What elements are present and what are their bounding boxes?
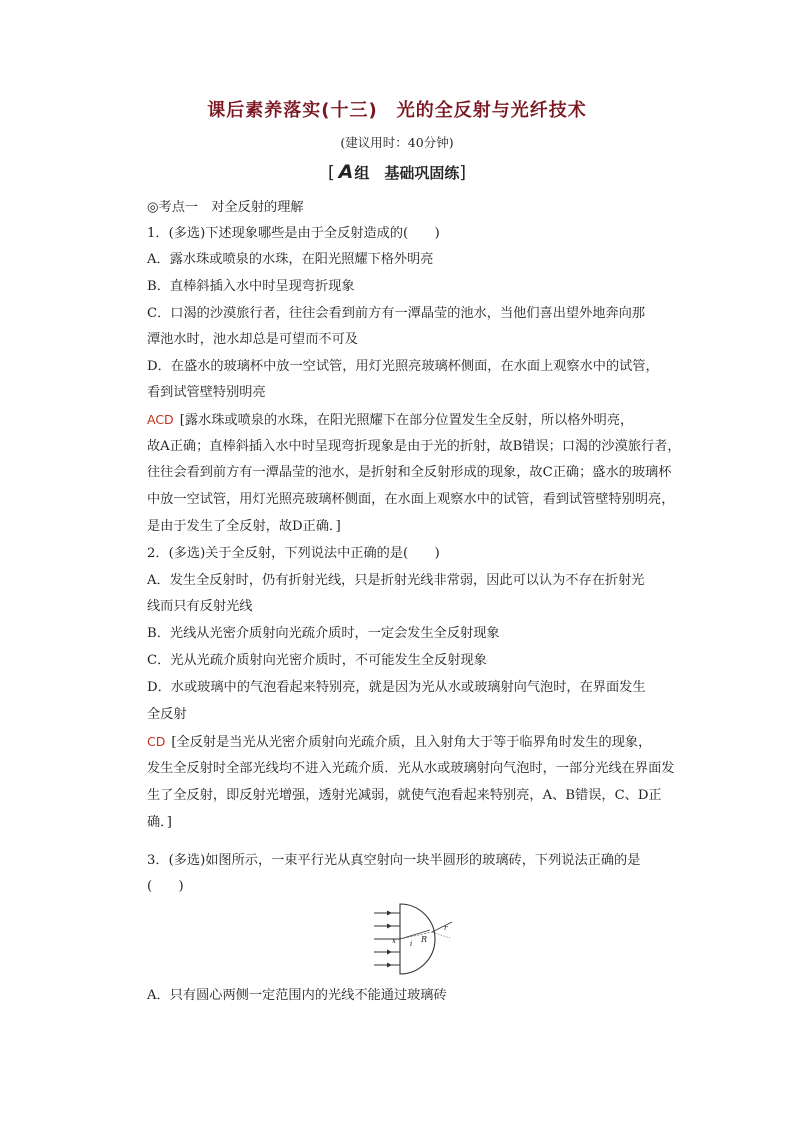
q1-option-c-line1: C．口渴的沙漠旅行者，往往会看到前方有一潭晶莹的池水，当他们喜出望外地奔向那 bbox=[147, 306, 646, 321]
q2-option-c: C．光从光疏介质射向光密介质时，不可能发生全反射现象 bbox=[147, 653, 487, 668]
q2-option-d-line2: 全反射 bbox=[147, 707, 187, 722]
label-x: x bbox=[392, 937, 396, 945]
q1-explanation-line5: 是由于发生了全反射，故D正确．] bbox=[147, 519, 341, 534]
q1-stem: 1．(多选)下述现象哪些是由于全反射造成的( ) bbox=[147, 226, 440, 241]
label-R: R bbox=[421, 935, 428, 944]
semicircle-glass-diagram bbox=[370, 900, 470, 978]
group-heading bbox=[0, 161, 794, 183]
page-title: 课后素养落实(十三) 光的全反射与光纤技术 bbox=[207, 100, 587, 121]
q1-explanation-line3: 往往会看到前方有一潭晶莹的池水，是折射和全反射形成的现象，故C正确；盛水的玻璃杯 bbox=[147, 465, 672, 480]
suggested-time: (建议用时：40分钟) bbox=[340, 135, 454, 150]
label-i: i bbox=[410, 940, 413, 948]
q2-explanation-line1 bbox=[147, 732, 651, 753]
q2-option-d-line1: D．水或玻璃中的气泡看起来特别亮，就是因为光从水或玻璃射向气泡时，在界面发生 bbox=[147, 680, 646, 695]
parallel-rays bbox=[374, 913, 400, 965]
refracted-ray bbox=[432, 922, 452, 932]
group-letter: A bbox=[338, 161, 354, 183]
section-heading: ◎考点一 对全反射的理解 bbox=[147, 200, 304, 215]
q1-option-c-line2: 潭池水时，池水却总是可望而不可及 bbox=[147, 332, 358, 347]
q2-option-a-line1: A．发生全反射时，仍有折射光线，只是折射光线非常弱，因此可以认为不存在折射光 bbox=[147, 573, 645, 588]
q1-option-b: B．直棒斜插入水中时呈现弯折现象 bbox=[147, 279, 355, 294]
q2-explanation-line4: 确．] bbox=[147, 815, 172, 830]
group-label: 组 基础巩固练 bbox=[354, 164, 460, 182]
label-r: r bbox=[444, 924, 448, 932]
q2-explanation-line3: 生了全反射，即反射光增强，透射光减弱，就使气泡看起来特别亮，A、B错误，C、D正 bbox=[147, 788, 662, 803]
q2-option-a-line2: 线而只有反射光线 bbox=[147, 599, 253, 614]
q2-option-b: B．光线从光密介质射向光疏介质时，一定会发生全反射现象 bbox=[147, 626, 500, 641]
q1-explanation-line2: 故A正确；直棒斜插入水中时呈现弯折现象是由于光的折射，故B错误；口渴的沙漠旅行者， bbox=[147, 439, 681, 454]
q2-answer: CD bbox=[147, 734, 166, 749]
q1-explanation-line1 bbox=[147, 410, 633, 431]
q3-option-a: A．只有圆心两侧一定范围内的光线不能通过玻璃砖 bbox=[147, 988, 447, 1003]
q1-answer: ACD bbox=[147, 412, 174, 427]
q1-explanation-text: [露水珠或喷泉的水珠，在阳光照耀下在部分位置发生全反射，所以格外明亮， bbox=[179, 413, 634, 428]
q3-stem-line1: 3．(多选)如图所示，一束平行光从真空射向一块半圆形的玻璃砖，下列说法正确的是 bbox=[147, 853, 641, 868]
semicircle-block bbox=[400, 904, 435, 974]
q1-explanation-line4: 中放一空试管，用灯光照亮玻璃杯侧面，在水面上观察水中的试管，看到试管壁特别明亮， bbox=[147, 492, 675, 507]
q2-stem: 2．(多选)关于全反射，下列说法中正确的是( ) bbox=[147, 546, 440, 561]
q1-option-d-line1: D．在盛水的玻璃杯中放一空试管，用灯光照亮玻璃杯侧面，在水面上观察水中的试管， bbox=[147, 359, 659, 374]
q3-stem-line2: ( ) bbox=[147, 879, 184, 894]
q1-option-a: A．露水珠或喷泉的水珠，在阳光照耀下格外明亮 bbox=[147, 252, 434, 267]
group-bracket-open: [ bbox=[327, 163, 335, 183]
q1-option-d-line2: 看到试管壁特别明亮 bbox=[147, 385, 266, 400]
q2-explanation-text: [全反射是当光从光密介质射向光疏介质，且入射角大于等于临界角时发生的现象， bbox=[171, 735, 652, 750]
q2-explanation-line2: 发生全反射时全部光线均不进入光疏介质．光从水或玻璃射向气泡时，一部分光线在界面发 bbox=[147, 761, 675, 776]
group-bracket-close: ] bbox=[459, 163, 466, 183]
